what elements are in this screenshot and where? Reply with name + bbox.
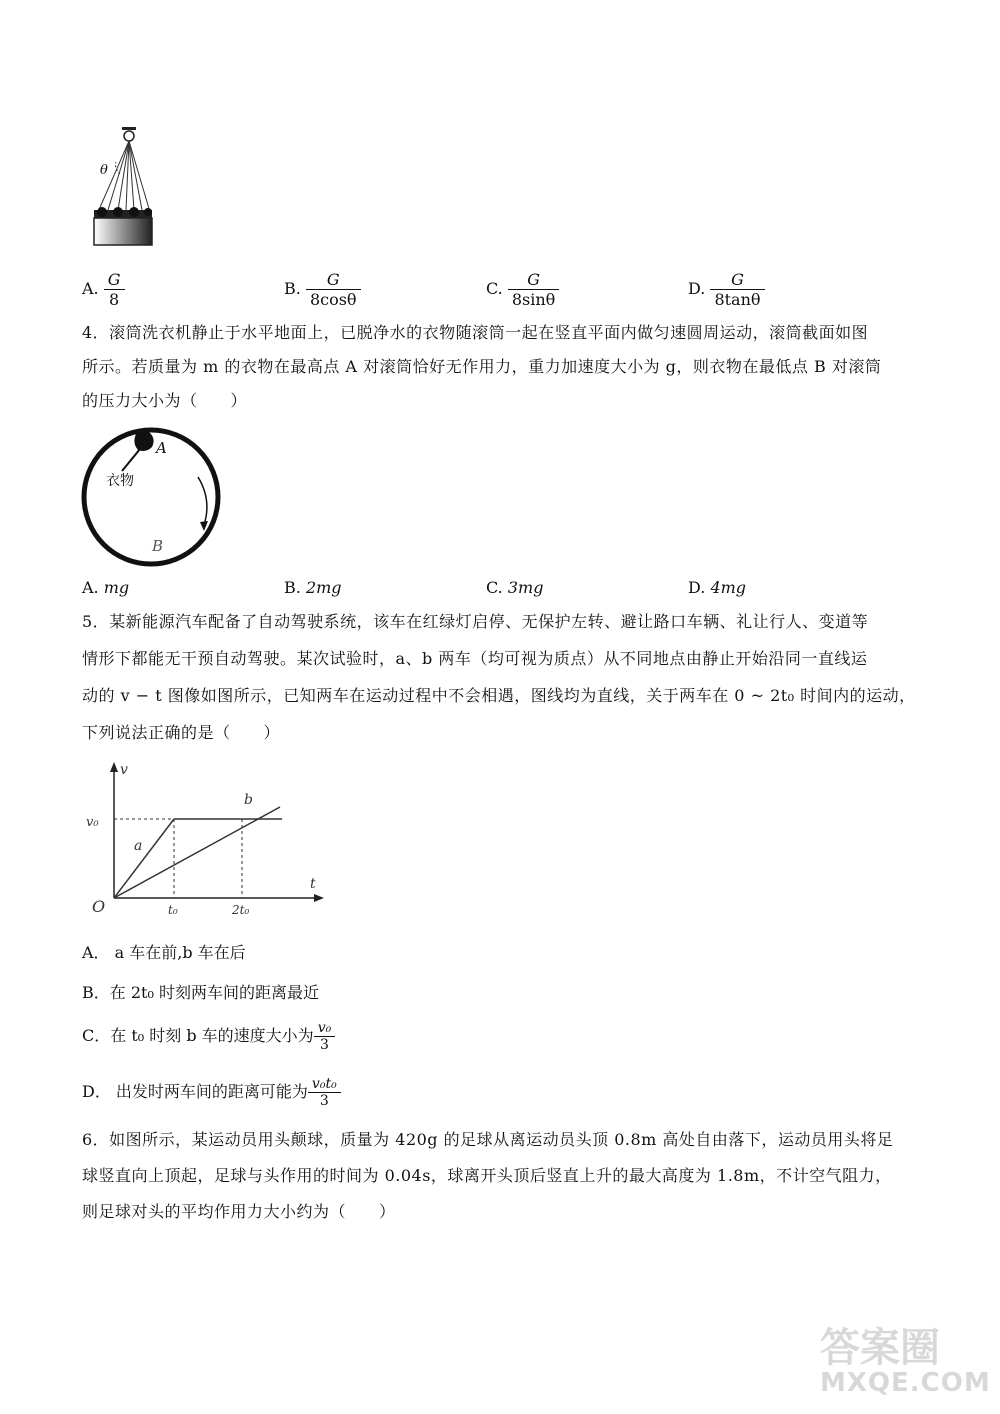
- option-text: C．在 t₀ 时刻 b 车的速度大小为: [82, 1026, 314, 1045]
- option-label: A.: [82, 279, 99, 298]
- axis-v-label: v: [120, 762, 128, 778]
- numerator: G: [731, 270, 744, 289]
- q4-option-a[interactable]: A. mg: [82, 578, 130, 597]
- v0-label: v₀: [86, 815, 99, 830]
- option-label: B.: [284, 279, 301, 298]
- denominator: 8cosθ: [306, 289, 361, 309]
- numerator: G: [107, 270, 121, 289]
- q4-option-d[interactable]: D. 4mg: [688, 578, 747, 597]
- t0-label: t₀: [168, 903, 178, 917]
- q5-line-3: 动的 v − t 图像如图所示，已知两车在运动过程中不会相遇，图线均为直线，关于两车在 0 ~ 2t₀ 时间内的运动，: [82, 686, 916, 705]
- axis-t-label: t: [310, 876, 316, 892]
- watermark-site: MXQE.COM: [820, 1368, 991, 1398]
- q4-option-c[interactable]: C. 3mg: [486, 578, 544, 597]
- line-b-label: b: [244, 792, 253, 808]
- origin-label: O: [92, 897, 106, 916]
- q3-option-a[interactable]: [82, 270, 125, 309]
- q3-option-b[interactable]: [284, 270, 361, 309]
- denominator: 8sinθ: [508, 289, 559, 309]
- numerator: G: [527, 270, 540, 289]
- q4-line-2: 所示。若质量为 m 的衣物在最高点 A 对滚筒恰好无作用力，重力加速度大小为 g，则衣物在最低点 B 对滚筒: [82, 357, 882, 376]
- denominator: 8tanθ: [710, 289, 764, 309]
- numerator: v₀: [317, 1020, 332, 1036]
- q4-stem: [82, 316, 962, 418]
- q3-option-d[interactable]: [688, 270, 765, 309]
- option-label: D.: [688, 279, 706, 298]
- q5-stem: [82, 603, 962, 751]
- q5-option-a[interactable]: A． a 车在前,b 车在后: [82, 943, 246, 962]
- denominator: 8: [104, 289, 125, 309]
- q6-line-1: 6．如图所示，某运动员用头颠球，质量为 420g 的足球从离运动员头顶 0.8m 高处自由落下，运动员用头将足: [82, 1130, 894, 1149]
- q5-line-4: 下列说法正确的是（ ）: [82, 723, 281, 742]
- q3-option-c[interactable]: [486, 270, 559, 309]
- q5-option-b[interactable]: B．在 2t₀ 时刻两车间的距离最近: [82, 983, 319, 1002]
- q3-lamp-figure: [88, 122, 153, 247]
- label-cloth: 衣物: [106, 473, 134, 489]
- q5-line-1: 5．某新能源汽车配备了自动驾驶系统，该车在红绿灯启停、无保护左转、避让路口车辆、礼让行人、变道等: [82, 612, 869, 631]
- label-a: A: [156, 439, 167, 457]
- q6-line-2: 球竖直向上顶起，足球与头作用的时间为 0.04s，球离开头顶后竖直上升的最大高度为 1.8m，不计空气阻力，: [82, 1166, 892, 1185]
- option-text: D． 出发时两车间的距离可能为: [82, 1082, 308, 1101]
- q4-option-b[interactable]: B. 2mg: [284, 578, 342, 597]
- q6-line-3: 则足球对头的平均作用力大小约为（ ）: [82, 1202, 396, 1221]
- line-a: [114, 819, 174, 898]
- two-t0-label: 2t₀: [232, 903, 250, 917]
- q4-drum-figure: [80, 425, 225, 570]
- q4-line-1: 4．滚筒洗衣机静止于水平地面上，已脱净水的衣物随滚筒一起在竖直平面内做匀速圆周运动，滚筒截面如图: [82, 323, 869, 342]
- q5-option-d[interactable]: [82, 1076, 341, 1109]
- watermark-logo: 答案圈: [820, 1325, 940, 1371]
- q6-stem: [82, 1122, 962, 1230]
- q5-line-2: 情形下都能无干预自动驾驶。某次试验时，a、b 两车（均可视为质点）从不同地点由静止开始沿同一直线运: [82, 649, 868, 668]
- numerator: v₀t₀: [311, 1076, 337, 1092]
- q4-line-3: 的压力大小为（ ）: [82, 391, 248, 410]
- option-label: C.: [486, 279, 503, 298]
- theta-label: θ: [100, 163, 108, 178]
- label-b: B: [152, 537, 164, 555]
- line-a-label: a: [134, 838, 143, 854]
- q5-option-c[interactable]: [82, 1020, 335, 1053]
- q5-vt-graph: [82, 760, 327, 920]
- numerator: G: [326, 270, 340, 289]
- denominator: 3: [308, 1092, 341, 1109]
- denominator: 3: [314, 1036, 336, 1053]
